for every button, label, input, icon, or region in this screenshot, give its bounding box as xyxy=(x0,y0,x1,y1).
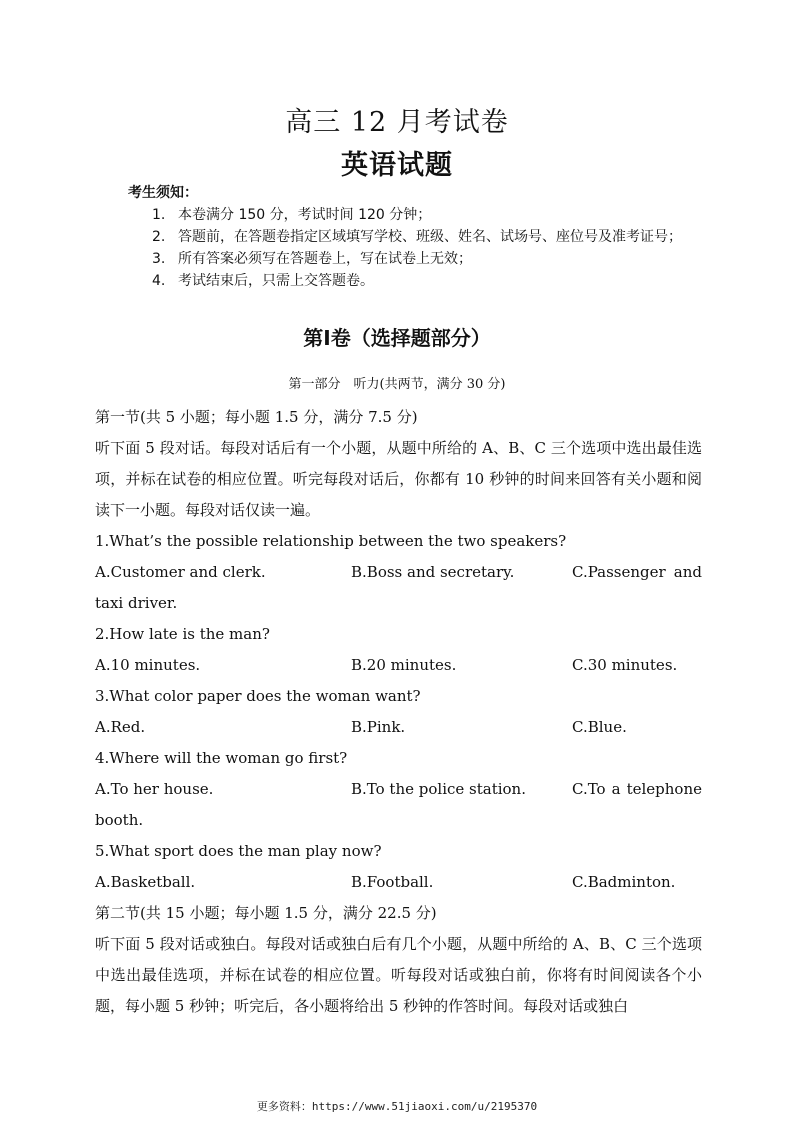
section2-heading: 第二节(共 15 小题；每小题 1.5 分，满分 22.5 分) xyxy=(95,904,437,922)
option-b: B.To the police station. xyxy=(351,780,526,798)
section1-heading: 第一节(共 5 小题；每小题 1.5 分，满分 7.5 分) xyxy=(95,408,418,426)
volume-title: 第Ⅰ卷（选择题部分） xyxy=(303,326,491,350)
option-c-wrap: taxi driver. xyxy=(95,594,178,612)
question-options xyxy=(95,650,702,681)
option-c: C.30 minutes. xyxy=(572,656,678,674)
notice-item-text: 所有答案必须写在答题卷上，写在试卷上无效； xyxy=(178,251,472,267)
notice-item-text: 本卷满分 150 分，考试时间 120 分钟； xyxy=(178,207,432,223)
option-c-part: telephone xyxy=(626,780,702,798)
option-c-part: a xyxy=(611,780,621,798)
footer-link-text: 更多资料：https://www.51jiaoxi.com/u/2195370 xyxy=(256,1100,538,1113)
notice-item xyxy=(152,226,712,248)
question-options xyxy=(95,774,702,805)
question-stem: 2.How late is the man? xyxy=(95,625,270,643)
listening-section xyxy=(95,402,702,1022)
option-c-wrap: booth. xyxy=(95,811,144,829)
option-b: B.20 minutes. xyxy=(351,656,457,674)
question-stem: 4.Where will the woman go first? xyxy=(95,749,348,767)
option-a: A.Basketball. xyxy=(95,873,196,891)
notice-item xyxy=(152,248,712,270)
option-a: A.10 minutes. xyxy=(95,656,201,674)
option-a: A.Customer and clerk. xyxy=(95,563,266,581)
section2-instructions: 听下面 5 段对话或独白。每段对话或独白后有几个小题，从题中所给的 A、B、C 三个选项中选出最佳选项，并标在试卷的相应位置。听每段对话或独白前，你将有时间阅读各个小题，每小题 5 秒钟；听完后，各小题将给出 5 秒钟的作答时间。每段对话或独白 xyxy=(95,935,702,1015)
notice-list xyxy=(152,204,712,292)
question-options xyxy=(95,557,702,588)
question-stem: 1.What’s the possible relationship between the two speakers? xyxy=(95,532,567,550)
subject-title: 英语试题 xyxy=(341,150,453,181)
option-b: B.Boss and secretary. xyxy=(351,563,515,581)
section1-instructions: 听下面 5 段对话。每段对话后有一个小题，从题中所给的 A、B、C 三个选项中选出最佳选项，并标在试卷的相应位置。听完每段对话后，你都有 10 秒钟的时间来回答有关小题和阅读下一小题。每段对话仅读一遍。 xyxy=(95,439,702,519)
question-stem: 3.What color paper does the woman want? xyxy=(95,687,421,705)
option-c xyxy=(572,557,702,588)
question-options xyxy=(95,712,702,743)
option-c-part: and xyxy=(673,563,702,581)
option-a: A.Red. xyxy=(95,718,146,736)
notice-item-text: 考试结束后，只需上交答题卷。 xyxy=(178,273,374,289)
notice-item-number: 2. xyxy=(152,229,166,245)
option-a: A.To her house. xyxy=(95,780,214,798)
option-b: B.Football. xyxy=(351,873,434,891)
exam-title: 高三 12 月考试卷 xyxy=(285,107,509,138)
option-c-part: C.To xyxy=(572,780,606,798)
option-c-part: C.Passenger xyxy=(572,563,666,581)
notice-item xyxy=(152,204,712,226)
option-c xyxy=(572,774,702,805)
part-title: 第一部分 听力(共两节，满分 30 分) xyxy=(288,377,506,392)
notice-item-text: 答题前，在答题卷指定区域填写学校、班级、姓名、试场号、座位号及准考证号； xyxy=(178,229,682,245)
notice-item-number: 1. xyxy=(152,207,166,223)
option-c: C.Badminton. xyxy=(572,873,676,891)
option-c: C.Blue. xyxy=(572,718,627,736)
question-options xyxy=(95,867,702,898)
notice-item-number: 4. xyxy=(152,273,166,289)
option-b: B.Pink. xyxy=(351,718,406,736)
question-stem: 5.What sport does the man play now? xyxy=(95,842,382,860)
notice-item-number: 3. xyxy=(152,251,166,267)
notice-item xyxy=(152,270,712,292)
notice-heading: 考生须知： xyxy=(128,185,198,201)
